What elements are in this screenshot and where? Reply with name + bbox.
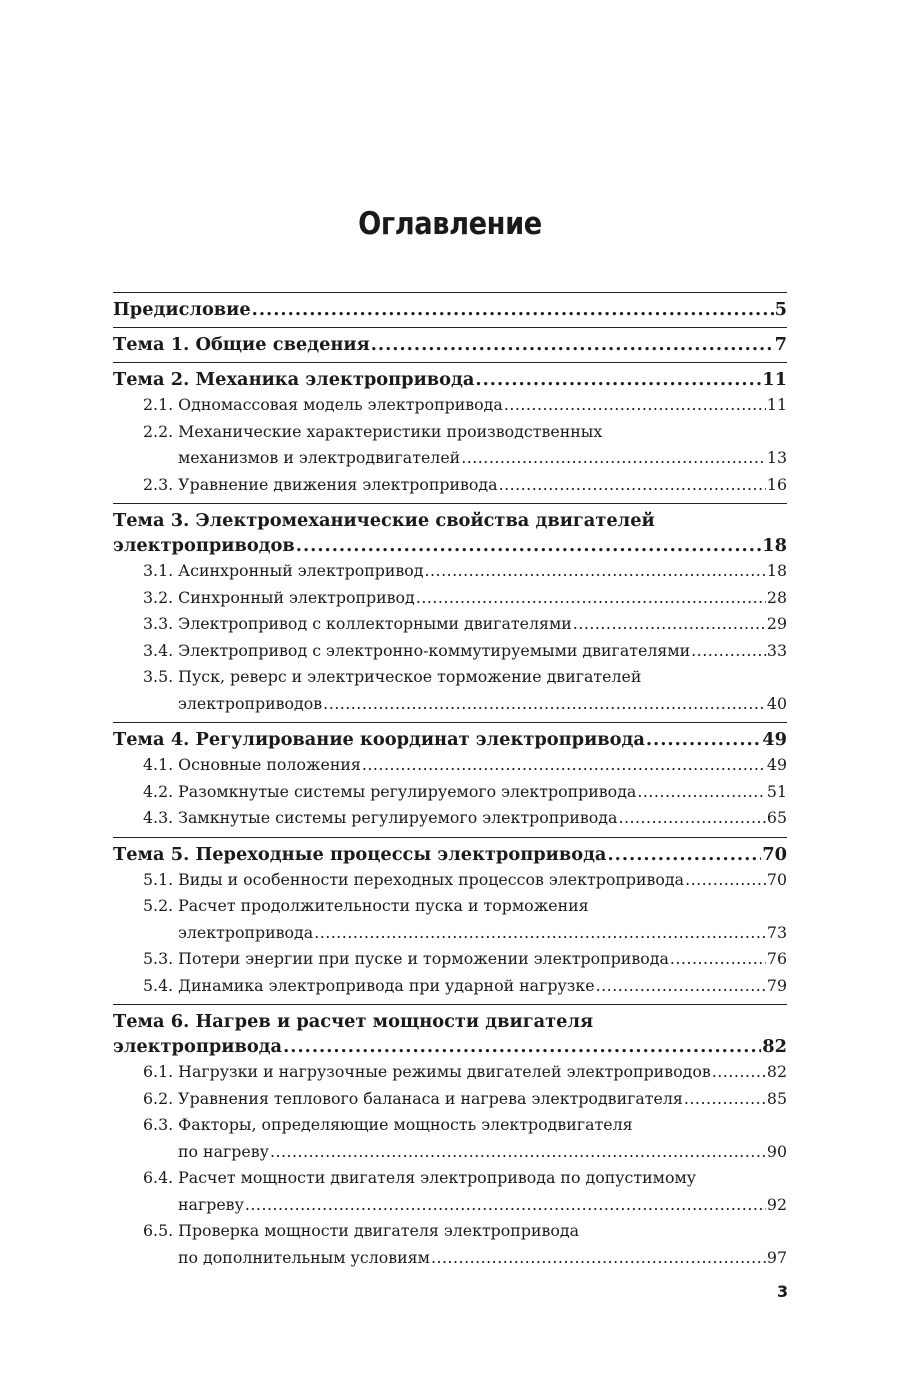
toc-entry-title: Тема 6. Нагрев и расчет мощности двигателя bbox=[113, 1011, 594, 1032]
toc-subentry[interactable] bbox=[143, 752, 787, 779]
toc-subentry-title: 6.5. Проверка мощности двигателя электропривода bbox=[143, 1221, 580, 1240]
dot-leader bbox=[245, 1192, 766, 1219]
toc-subentry-page: 40 bbox=[766, 693, 787, 713]
toc-subentry[interactable] bbox=[143, 611, 787, 638]
toc-subentry-page: 92 bbox=[766, 1194, 787, 1214]
toc-subentry[interactable] bbox=[143, 1086, 787, 1113]
toc-entry[interactable] bbox=[113, 508, 787, 558]
toc-subentry-title: 6.3. Факторы, определяющие мощность электродвигателя bbox=[143, 1115, 633, 1134]
toc-subentry-title: 3.4. Электропривод с электронно-коммутируемыми двигателями bbox=[143, 640, 691, 660]
toc-subentry-page: 79 bbox=[766, 975, 787, 995]
table-of-contents bbox=[113, 292, 787, 1276]
toc-subentry-title: 5.3. Потери энергии при пуске и торможении электропривода bbox=[143, 949, 669, 968]
toc-subentry-title: 4.3. Замкнутые системы регулируемого электропривода bbox=[143, 808, 618, 827]
toc-subentry-title: 4.1. Основные положения bbox=[143, 755, 361, 774]
toc-subentry[interactable] bbox=[143, 805, 787, 832]
toc-subentry-page: 16 bbox=[766, 474, 787, 494]
toc-subentry-page: 73 bbox=[766, 922, 787, 942]
toc-entry-title: Тема 1. Общие сведения bbox=[113, 334, 370, 355]
dot-leader bbox=[296, 533, 762, 558]
toc-subentry-page: 90 bbox=[766, 1141, 787, 1161]
dot-leader bbox=[362, 752, 766, 779]
dot-leader bbox=[431, 1245, 766, 1272]
toc-entry-page: 7 bbox=[774, 334, 787, 355]
toc-entry[interactable] bbox=[113, 297, 787, 322]
toc-subentry-title: 5.2. Расчет продолжительности пуска и торможения bbox=[143, 896, 589, 915]
toc-subentry[interactable] bbox=[143, 472, 787, 499]
toc-subentry-title-cont: нагреву bbox=[178, 1194, 244, 1214]
dot-leader bbox=[416, 585, 766, 612]
toc-subentry-title: 2.2. Механические характеристики производственных bbox=[143, 421, 603, 441]
dot-leader bbox=[371, 332, 774, 357]
dot-leader bbox=[270, 1139, 766, 1166]
toc-subentry-page: 97 bbox=[766, 1247, 787, 1267]
toc-subentry-page: 28 bbox=[766, 587, 787, 607]
toc-subentry-title-cont: по нагреву bbox=[178, 1141, 269, 1161]
toc-subentry-title: 3.1. Асинхронный электропривод bbox=[143, 561, 424, 580]
dot-leader bbox=[504, 392, 766, 419]
toc-subentry-title-cont: механизмов и электродвигателей bbox=[178, 448, 461, 467]
toc-subentry[interactable] bbox=[143, 1112, 787, 1165]
toc-subentry-page: 65 bbox=[766, 808, 787, 827]
dot-leader bbox=[323, 691, 766, 718]
toc-subentry[interactable] bbox=[143, 638, 787, 665]
toc-entry-page: 49 bbox=[762, 729, 787, 750]
toc-subentry-title-cont: электроприводов bbox=[178, 693, 323, 713]
toc-subentry-page: 29 bbox=[766, 614, 787, 633]
toc-subentry-title-cont: электропривода bbox=[178, 922, 314, 942]
toc-subentry-page: 49 bbox=[766, 755, 787, 774]
dot-leader bbox=[461, 445, 766, 472]
toc-subentry-title: 3.2. Синхронный электропривод bbox=[143, 587, 415, 607]
toc-subentry[interactable] bbox=[143, 946, 787, 973]
dot-leader bbox=[618, 805, 765, 832]
toc-subentry-page: 76 bbox=[766, 949, 787, 968]
dot-leader bbox=[691, 638, 766, 665]
toc-entry[interactable] bbox=[113, 332, 787, 357]
toc-entry-page: 18 bbox=[762, 535, 787, 556]
dot-leader bbox=[573, 611, 766, 638]
toc-entry-title: Тема 2. Механика электропривода bbox=[113, 369, 475, 390]
toc-subentry-page: 82 bbox=[766, 1062, 787, 1081]
toc-subentry[interactable] bbox=[143, 419, 787, 472]
toc-subentry-page: 33 bbox=[766, 640, 787, 660]
toc-subentry[interactable] bbox=[143, 1165, 787, 1218]
dot-leader bbox=[425, 558, 766, 585]
toc-subentry-title: 2.3. Уравнение движения электропривода bbox=[143, 474, 498, 494]
dot-leader bbox=[283, 1034, 761, 1059]
toc-subentry-page: 13 bbox=[766, 448, 787, 467]
toc-subentry[interactable] bbox=[143, 779, 787, 806]
dot-leader bbox=[670, 946, 766, 973]
toc-subentry[interactable] bbox=[143, 585, 787, 612]
dot-leader bbox=[314, 920, 766, 947]
toc-subentry-title-cont: по дополнительным условиям bbox=[178, 1247, 430, 1267]
toc-entry[interactable] bbox=[113, 727, 787, 752]
toc-subentry-title: 2.1. Одномассовая модель электропривода bbox=[143, 395, 503, 414]
toc-entry[interactable] bbox=[113, 1009, 787, 1059]
toc-subentry[interactable] bbox=[143, 558, 787, 585]
toc-topic-1 bbox=[113, 328, 787, 362]
toc-preface bbox=[113, 293, 787, 327]
toc-subentry[interactable] bbox=[143, 893, 787, 946]
toc-entry-page: 5 bbox=[774, 299, 787, 320]
toc-subentry-title: 5.4. Динамика электропривода при ударной нагрузке bbox=[143, 975, 595, 995]
toc-topic-2 bbox=[113, 363, 787, 503]
toc-subentry[interactable] bbox=[143, 664, 787, 717]
toc-subentry-page: 51 bbox=[766, 781, 787, 801]
toc-subentry-title: 3.3. Электропривод с коллекторными двигателями bbox=[143, 614, 572, 633]
dot-leader bbox=[712, 1059, 766, 1086]
toc-subentry-title: 6.1. Нагрузки и нагрузочные режимы двигателей электроприводов bbox=[143, 1062, 711, 1081]
toc-topic-4 bbox=[113, 723, 787, 837]
dot-leader bbox=[252, 297, 774, 322]
dot-leader bbox=[596, 973, 766, 1000]
toc-entry-title-cont: электроприводов bbox=[113, 535, 295, 556]
toc-subentry-page: 70 bbox=[766, 869, 787, 889]
toc-topic-5 bbox=[113, 838, 787, 1005]
toc-subentry-title: 4.2. Разомкнутые системы регулируемого электропривода bbox=[143, 781, 637, 801]
toc-subentry[interactable] bbox=[143, 392, 787, 419]
toc-entry-page: 11 bbox=[762, 369, 787, 390]
toc-entry[interactable] bbox=[113, 367, 787, 392]
toc-subentry-page: 18 bbox=[766, 561, 787, 580]
page-title: Оглавление bbox=[358, 206, 542, 242]
dot-leader bbox=[637, 779, 766, 806]
toc-entry-title: Тема 5. Переходные процессы электропривода bbox=[113, 843, 607, 865]
dot-leader bbox=[685, 867, 766, 894]
toc-subentry[interactable] bbox=[143, 973, 787, 1000]
toc-topic-6 bbox=[113, 1005, 787, 1276]
toc-entry[interactable] bbox=[113, 842, 787, 867]
toc-subentry-page: 85 bbox=[766, 1088, 787, 1108]
toc-entry-title: Тема 4. Регулирование координат электропривода bbox=[113, 729, 645, 750]
toc-subentry[interactable] bbox=[143, 867, 787, 894]
toc-subentry[interactable] bbox=[143, 1059, 787, 1086]
toc-entry-title: Тема 3. Электромеханические свойства двигателей bbox=[113, 510, 655, 531]
toc-subentry[interactable] bbox=[143, 1218, 787, 1271]
toc-subentry-title: 5.1. Виды и особенности переходных процессов электропривода bbox=[143, 869, 685, 889]
toc-entry-title: Предисловие bbox=[113, 299, 251, 320]
toc-subentry-title: 6.4. Расчет мощности двигателя электропривода по допустимому bbox=[143, 1168, 697, 1187]
dot-leader bbox=[684, 1086, 766, 1113]
toc-subentry-page: 11 bbox=[766, 395, 787, 414]
dot-leader bbox=[607, 842, 761, 867]
toc-entry-page: 70 bbox=[762, 843, 787, 865]
toc-subentry-title: 3.5. Пуск, реверс и электрическое торможение двигателей bbox=[143, 667, 642, 686]
page-number: 3 bbox=[777, 1282, 789, 1301]
toc-topic-3 bbox=[113, 504, 787, 722]
dot-leader bbox=[646, 727, 761, 752]
toc-entry-page: 82 bbox=[762, 1036, 787, 1057]
toc-subentry-title: 6.2. Уравнения теплового баланаса и нагрева электродвигателя bbox=[143, 1088, 683, 1108]
toc-entry-title-cont: электропривода bbox=[113, 1036, 283, 1057]
dot-leader bbox=[499, 472, 766, 499]
dot-leader bbox=[475, 367, 761, 392]
